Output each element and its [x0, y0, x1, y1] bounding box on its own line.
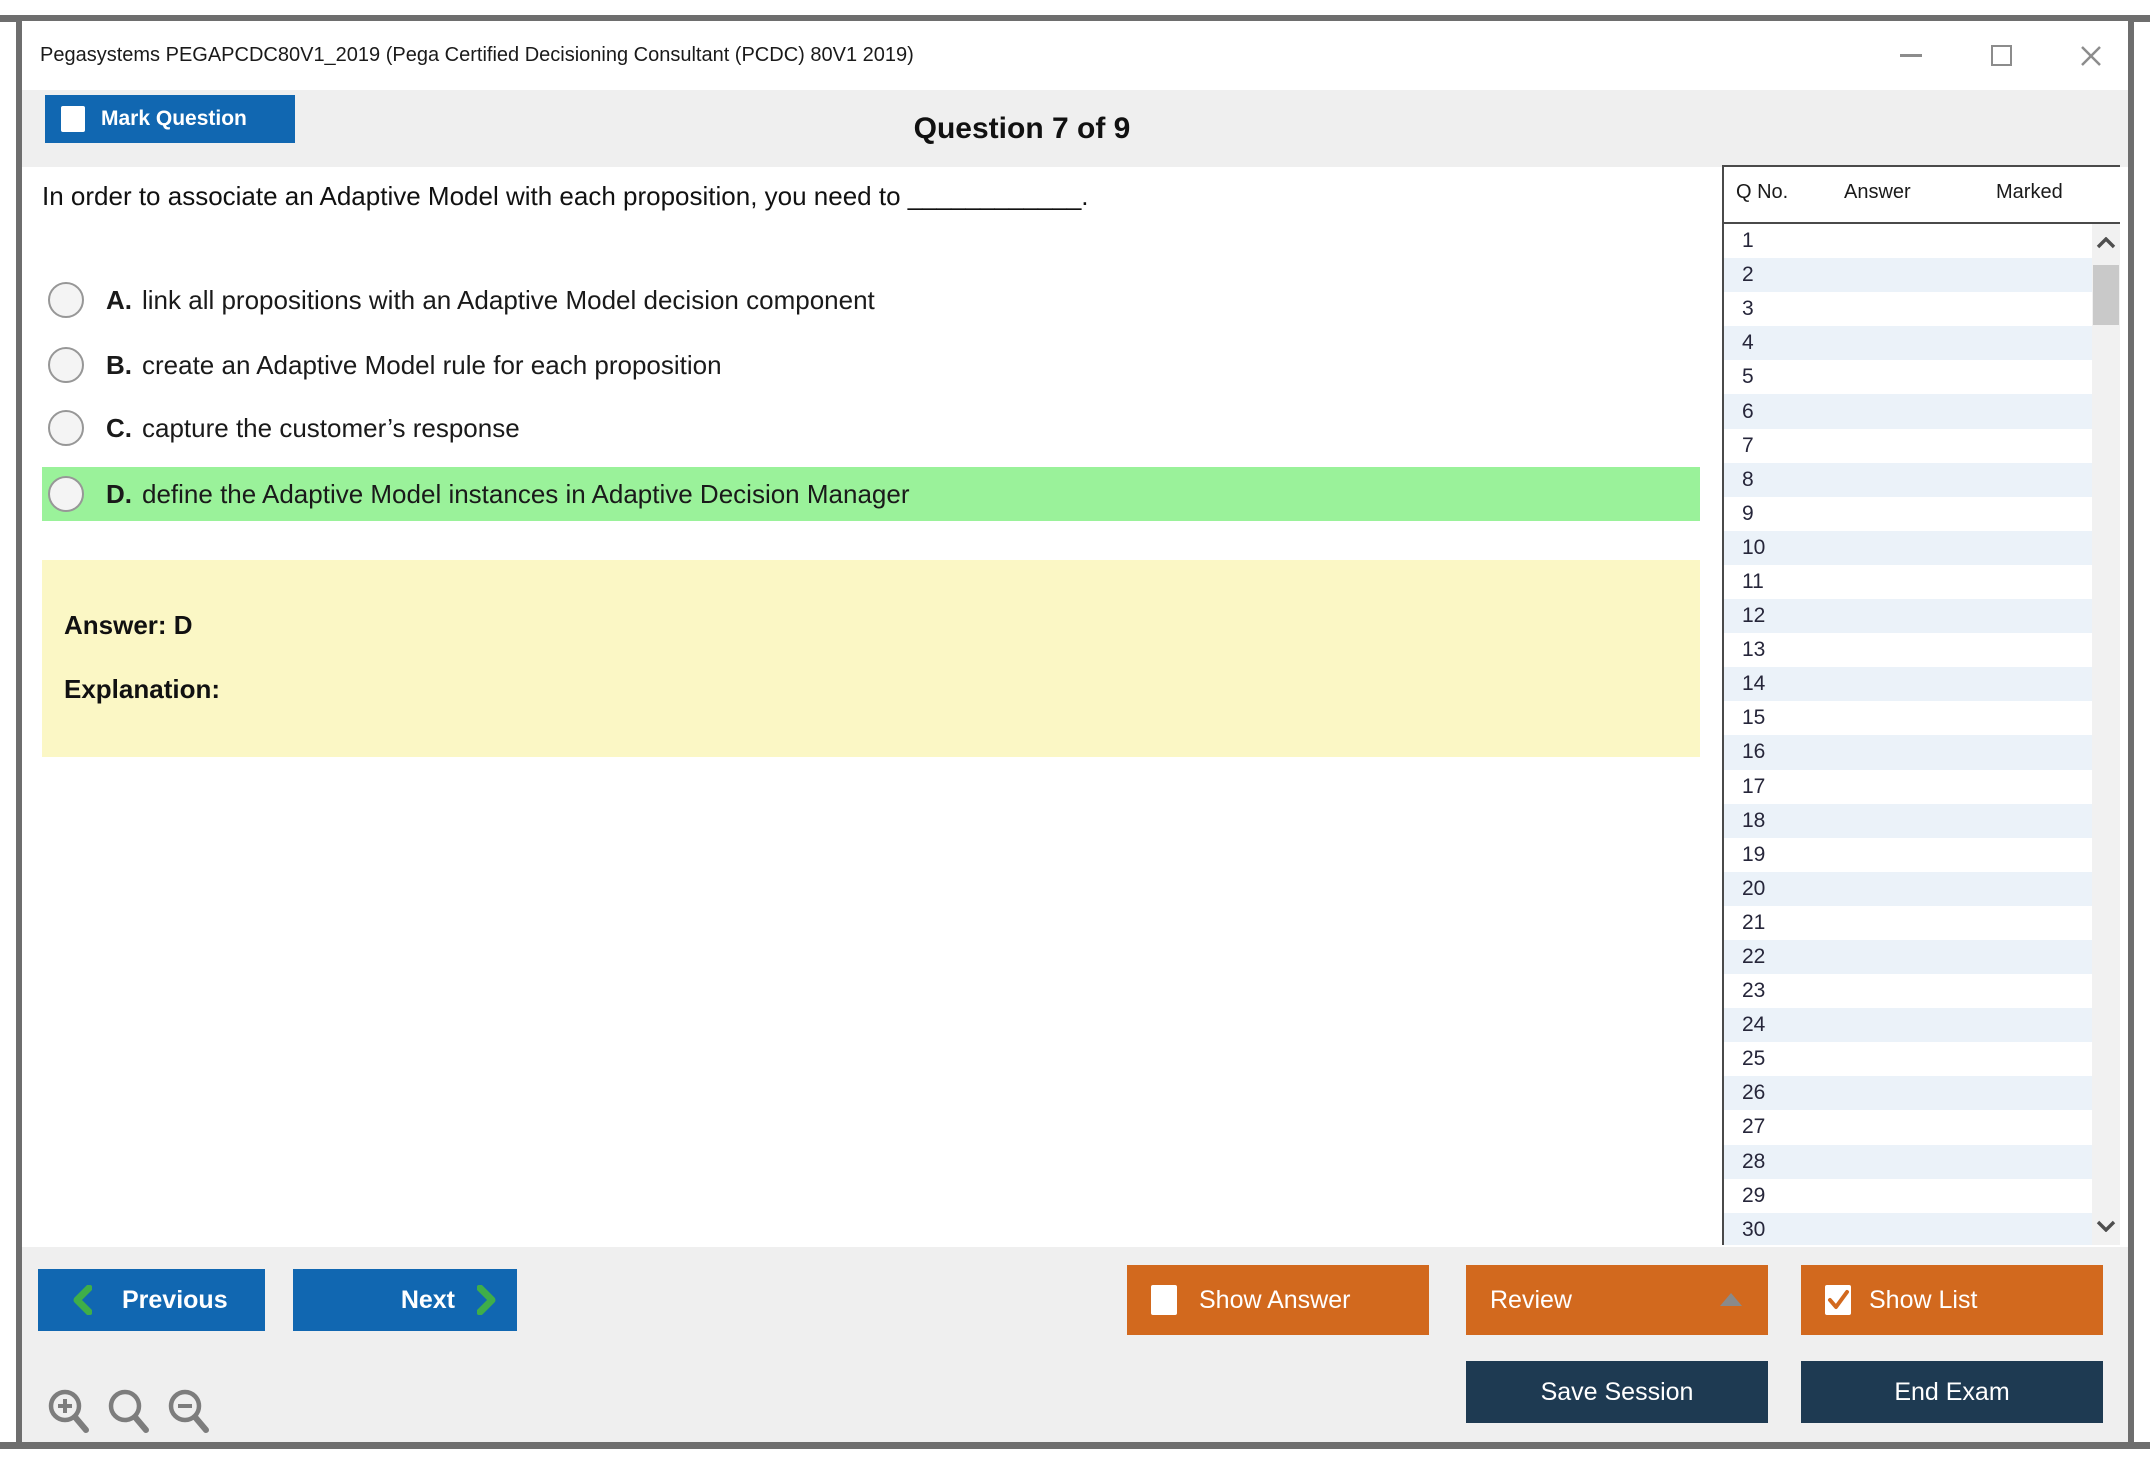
qlist-row-number: 23 [1742, 979, 1766, 1003]
chevron-down-icon [2096, 1220, 2116, 1232]
mark-question-label: Mark Question [101, 107, 247, 130]
option-c-row[interactable] [42, 401, 1700, 455]
qlist-row[interactable] [1724, 292, 2092, 326]
qlist-row[interactable] [1724, 1213, 2092, 1245]
qlist-row[interactable] [1724, 599, 2092, 633]
next-label: Next [400, 1285, 455, 1314]
option-letter: D. [106, 478, 132, 509]
qlist-row-number: 27 [1742, 1115, 1766, 1139]
mark-question-button[interactable] [45, 95, 295, 143]
qlist-row-number: 5 [1742, 365, 1754, 389]
option-text: define the Adaptive Model instances in Adaptive Decision Manager [142, 478, 910, 509]
qlist-row[interactable] [1724, 667, 2092, 701]
question-list-header [1724, 167, 2120, 224]
next-button[interactable] [293, 1269, 517, 1331]
review-button[interactable] [1466, 1265, 1768, 1335]
option-b-radio[interactable] [48, 347, 84, 383]
end-exam-button[interactable] [1801, 1361, 2103, 1423]
qlist-row-number: 6 [1742, 399, 1754, 423]
explanation-label: Explanation: [64, 674, 221, 704]
qlist-row-number: 30 [1742, 1217, 1766, 1241]
qlist-row-number: 17 [1742, 774, 1766, 798]
zoom-out-icon[interactable] [165, 1387, 211, 1435]
option-text: capture the customer’s response [142, 412, 520, 443]
qlist-row-number: 4 [1742, 331, 1754, 355]
bottom-bar [22, 1247, 2128, 1442]
show-list-button[interactable] [1801, 1265, 2103, 1335]
scrollbar-down-button[interactable] [2092, 1211, 2120, 1241]
qlist-row[interactable] [1724, 735, 2092, 769]
qlist-row-number: 20 [1742, 876, 1766, 900]
magnifier-icon[interactable] [105, 1387, 151, 1435]
qlist-row[interactable] [1724, 1008, 2092, 1042]
qlist-row-number: 15 [1742, 706, 1766, 730]
qlist-row-number: 26 [1742, 1081, 1766, 1105]
maximize-icon [1991, 45, 2012, 66]
qlist-row[interactable] [1724, 872, 2092, 906]
column-header-marked: Marked [1996, 181, 2063, 203]
qlist-row[interactable] [1724, 906, 2092, 940]
previous-label: Previous [122, 1285, 228, 1314]
option-c-radio[interactable] [48, 410, 84, 446]
previous-button[interactable] [38, 1269, 265, 1331]
column-header-qno: Q No. [1736, 181, 1789, 203]
qlist-row[interactable] [1724, 1145, 2092, 1179]
column-header-answer: Answer [1844, 181, 1911, 203]
qlist-row-number: 2 [1742, 263, 1754, 287]
window-controls [1900, 21, 2102, 90]
option-b-row[interactable] [42, 338, 1700, 392]
qlist-row[interactable] [1724, 974, 2092, 1008]
show-answer-button[interactable] [1127, 1265, 1429, 1335]
question-counter: Question 7 of 9 [913, 111, 1131, 145]
close-button[interactable] [2080, 45, 2102, 67]
qlist-row[interactable] [1724, 394, 2092, 428]
exam-window [16, 15, 2134, 1448]
qlist-row[interactable] [1724, 360, 2092, 394]
scrollbar-thumb[interactable] [2093, 265, 2119, 325]
qlist-row-number: 12 [1742, 604, 1766, 628]
maximize-button[interactable] [1990, 45, 2012, 67]
check-icon [1825, 1285, 1851, 1315]
qlist-row-number: 22 [1742, 945, 1766, 969]
answer-label: Answer: D [64, 610, 193, 640]
option-a-row[interactable] [42, 273, 1700, 327]
chevron-up-icon [2096, 237, 2116, 249]
qlist-row[interactable] [1724, 1179, 2092, 1213]
save-session-button[interactable] [1466, 1361, 1768, 1423]
mark-question-checkbox-icon [61, 106, 85, 132]
question-list-scrollbar[interactable] [2092, 224, 2120, 1245]
qlist-row[interactable] [1724, 224, 2092, 258]
qlist-row[interactable] [1724, 531, 2092, 565]
qlist-row-number: 18 [1742, 808, 1766, 832]
qlist-row-number: 8 [1742, 467, 1754, 491]
show-answer-checkbox-icon [1151, 1285, 1177, 1315]
option-a-radio[interactable] [48, 282, 84, 318]
qlist-row[interactable] [1724, 633, 2092, 667]
qlist-row[interactable] [1724, 326, 2092, 360]
window-title: Pegasystems PEGAPCDC80V1_2019 (Pega Certified Decisioning Consultant (PCDC) 80V1 2019) [40, 44, 914, 66]
qlist-row[interactable] [1724, 1042, 2092, 1076]
qlist-row[interactable] [1724, 838, 2092, 872]
zoom-toolbar [45, 1387, 211, 1435]
option-d-row[interactable] [42, 467, 1700, 521]
question-list-panel [1722, 165, 2120, 1245]
qlist-body-rows [1724, 224, 2092, 1245]
option-letter: B. [106, 349, 132, 380]
qlist-row[interactable] [1724, 429, 2092, 463]
qlist-row[interactable] [1724, 1076, 2092, 1110]
qlist-row-number: 25 [1742, 1047, 1766, 1071]
qlist-row-number: 9 [1742, 501, 1754, 525]
qlist-row[interactable] [1724, 940, 2092, 974]
show-list-checkbox-icon [1825, 1285, 1851, 1315]
qlist-row-number: 13 [1742, 638, 1766, 662]
qlist-row[interactable] [1724, 497, 2092, 531]
title-bar [22, 21, 2128, 90]
scrollbar-up-button[interactable] [2092, 228, 2120, 258]
option-letter: A. [106, 284, 132, 315]
question-list-body [1724, 224, 2120, 1245]
minimize-icon [1900, 54, 1922, 57]
qlist-row-number: 10 [1742, 535, 1766, 559]
option-d-radio[interactable] [48, 476, 84, 512]
qlist-row-number: 7 [1742, 433, 1754, 457]
qlist-row-number: 1 [1742, 229, 1754, 253]
qlist-row-number: 29 [1742, 1183, 1766, 1207]
end-exam-label: End Exam [1894, 1377, 2010, 1406]
triangle-up-icon [1720, 1293, 1742, 1306]
chevron-left-icon [72, 1285, 92, 1315]
qlist-row-number: 28 [1742, 1149, 1766, 1173]
show-list-label: Show List [1869, 1285, 1978, 1314]
header-bar [22, 90, 2128, 167]
review-label: Review [1490, 1285, 1572, 1314]
qlist-row[interactable] [1724, 463, 2092, 497]
option-text: create an Adaptive Model rule for each proposition [142, 349, 722, 380]
qlist-row-number: 14 [1742, 672, 1766, 696]
option-letter: C. [106, 412, 132, 443]
chevron-right-icon [477, 1285, 497, 1315]
qlist-row[interactable] [1724, 565, 2092, 599]
qlist-row[interactable] [1724, 1110, 2092, 1144]
show-answer-label: Show Answer [1199, 1285, 1351, 1314]
option-text: link all propositions with an Adaptive Model decision component [142, 284, 875, 315]
qlist-row-number: 3 [1742, 297, 1754, 321]
qlist-row[interactable] [1724, 258, 2092, 292]
answer-panel [42, 560, 1700, 757]
qlist-row[interactable] [1724, 701, 2092, 735]
qlist-row[interactable] [1724, 804, 2092, 838]
save-session-label: Save Session [1540, 1377, 1694, 1406]
qlist-row[interactable] [1724, 770, 2092, 804]
qlist-row-number: 16 [1742, 740, 1766, 764]
qlist-row-number: 21 [1742, 910, 1766, 934]
qlist-row-number: 19 [1742, 842, 1766, 866]
question-text: In order to associate an Adaptive Model with each proposition, you need to ____________. [42, 181, 1089, 211]
minimize-button[interactable] [1900, 45, 1922, 67]
zoom-in-icon[interactable] [45, 1387, 91, 1435]
qlist-row-number: 11 [1742, 569, 1764, 593]
qlist-row-number: 24 [1742, 1013, 1766, 1037]
close-icon [2080, 45, 2102, 67]
